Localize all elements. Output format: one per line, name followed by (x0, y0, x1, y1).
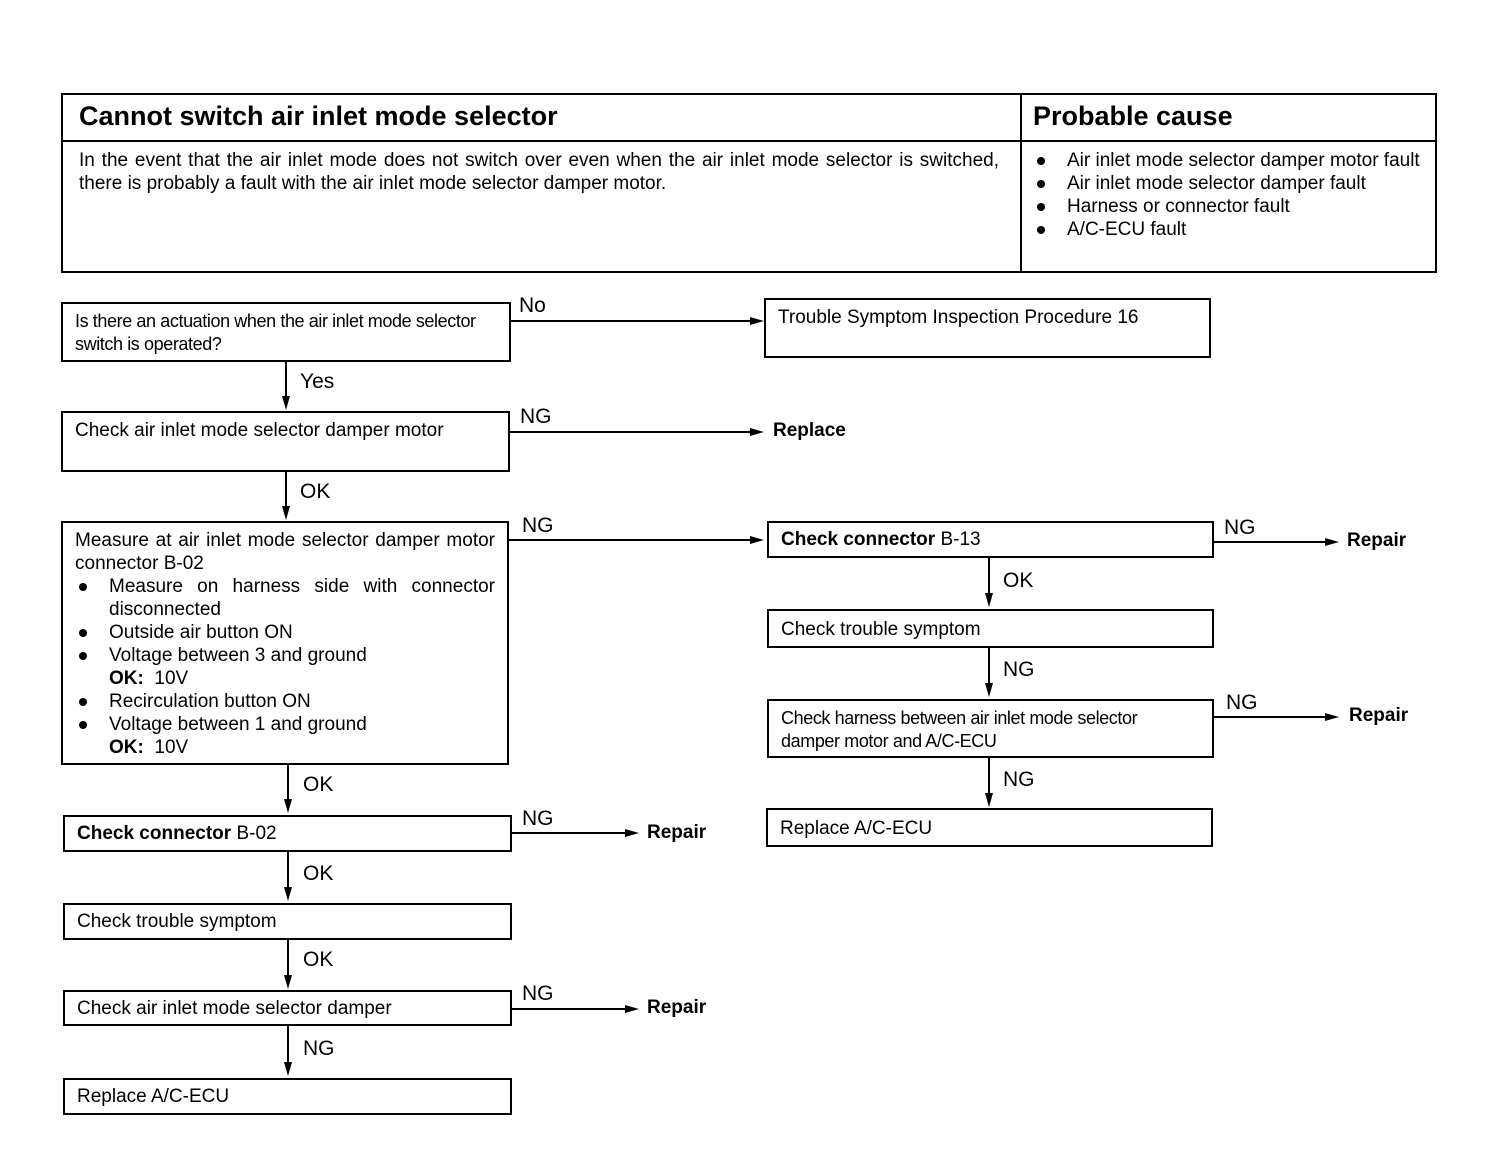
arrow-right-icon (750, 536, 764, 544)
arrow-down-icon (985, 683, 993, 697)
no-label: No (519, 294, 546, 317)
page-title: Cannot switch air inlet mode selector (79, 101, 558, 131)
arrow-line (988, 648, 990, 684)
measure-item: Recirculation button ON (75, 690, 495, 713)
arrow-line (509, 539, 750, 541)
cause-item: A/C-ECU fault (1033, 218, 1423, 241)
arrow-line (287, 1026, 289, 1062)
arrow-right-icon (750, 317, 764, 325)
ng-label: NG (303, 1037, 335, 1060)
procedure-16-box: Trouble Symptom Inspection Procedure 16 (764, 298, 1211, 358)
repair-result: Repair (1347, 530, 1407, 551)
connector-code: B-13 (940, 529, 981, 550)
cause-item: Air inlet mode selector damper motor fault (1033, 149, 1423, 172)
arrow-down-icon (985, 793, 993, 807)
cause-title: Probable cause (1033, 101, 1233, 131)
ok-spec-label: OK: (109, 668, 144, 689)
table-divider (63, 140, 1435, 142)
measure-title: Measure at air inlet mode selector damper motor connector B-02 (75, 530, 495, 574)
arrow-down-icon (985, 593, 993, 607)
replace-ecu-box: Replace A/C-ECU (63, 1078, 512, 1115)
check-connector-b13-box (767, 521, 1214, 558)
check-harness-box: Check harness between air inlet mode selector damper motor and A/C-ECU (767, 699, 1214, 758)
cause-item: Air inlet mode selector damper fault (1033, 172, 1423, 195)
arrow-down-icon (284, 887, 292, 901)
ok-label: OK (303, 862, 334, 885)
cause-item: Harness or connector fault (1033, 195, 1423, 218)
yes-label: Yes (300, 370, 335, 393)
question-box: Is there an actuation when the air inlet mode selector switch is operated? (61, 302, 511, 362)
arrow-line (285, 472, 287, 508)
arrow-line (1214, 716, 1326, 718)
ng-label: NG (1003, 658, 1035, 681)
ok-spec-value: 10V (154, 737, 189, 758)
arrow-line (512, 832, 626, 834)
measure-item: Measure on harness side with connector disconnected (75, 575, 495, 621)
arrow-right-icon (1325, 713, 1339, 721)
check-damper-motor-box: Check air inlet mode selector damper motor (61, 411, 510, 472)
check-connector-b02-box (63, 815, 512, 852)
measure-item: Voltage between 1 and ground (75, 713, 495, 736)
ok-spec (75, 736, 495, 759)
repair-result: Repair (647, 997, 707, 1018)
ng-label: NG (522, 982, 554, 1005)
measure-list (75, 690, 495, 736)
measure-list (75, 575, 495, 667)
connector-code: B-02 (236, 823, 277, 844)
repair-result: Repair (647, 822, 707, 843)
arrow-right-icon (625, 1005, 639, 1013)
arrow-down-icon (284, 975, 292, 989)
arrow-line (511, 320, 751, 322)
ng-label: NG (520, 405, 552, 428)
repair-result: Repair (1349, 705, 1409, 726)
check-connector-label: Check connector (77, 823, 232, 844)
description: In the event that the air inlet mode does not switch over even when the air inlet mode selector is switched, there is probably a fault with the air inlet mode selector damper motor. (79, 150, 999, 194)
ok-label: OK (303, 773, 334, 796)
measure-item: Voltage between 3 and ground (75, 644, 495, 667)
check-trouble-symptom-box: Check trouble symptom (767, 609, 1214, 648)
arrow-line (287, 940, 289, 976)
symptom-table (61, 93, 1437, 273)
cause-list (1033, 149, 1423, 241)
ok-label: OK (1003, 569, 1034, 592)
check-trouble-symptom-box: Check trouble symptom (63, 903, 512, 940)
arrow-line (287, 765, 289, 801)
ok-spec-value: 10V (154, 668, 189, 689)
arrow-line (287, 852, 289, 888)
arrow-line (512, 1008, 626, 1010)
arrow-line (988, 758, 990, 794)
table-divider (1020, 95, 1022, 271)
ng-label: NG (1003, 768, 1035, 791)
arrow-right-icon (750, 428, 764, 436)
ok-label: OK (303, 948, 334, 971)
check-connector-label: Check connector (781, 529, 936, 550)
check-damper-box: Check air inlet mode selector damper (63, 990, 512, 1026)
ng-label: NG (1226, 691, 1258, 714)
ok-label: OK (300, 480, 331, 503)
arrow-down-icon (284, 799, 292, 813)
ng-label: NG (1224, 516, 1256, 539)
arrow-line (1214, 541, 1326, 543)
measure-connector-box (61, 521, 509, 765)
arrow-down-icon (282, 506, 290, 520)
arrow-line (510, 431, 750, 433)
measure-item: Outside air button ON (75, 621, 495, 644)
arrow-down-icon (284, 1062, 292, 1076)
replace-ecu-box: Replace A/C-ECU (766, 808, 1213, 847)
ok-spec (75, 667, 495, 690)
arrow-line (285, 362, 287, 398)
arrow-right-icon (1325, 538, 1339, 546)
ng-label: NG (522, 514, 554, 537)
ok-spec-label: OK: (109, 737, 144, 758)
ng-label: NG (522, 807, 554, 830)
arrow-line (988, 558, 990, 594)
arrow-down-icon (282, 396, 290, 410)
arrow-right-icon (625, 829, 639, 837)
replace-result: Replace (773, 420, 846, 441)
